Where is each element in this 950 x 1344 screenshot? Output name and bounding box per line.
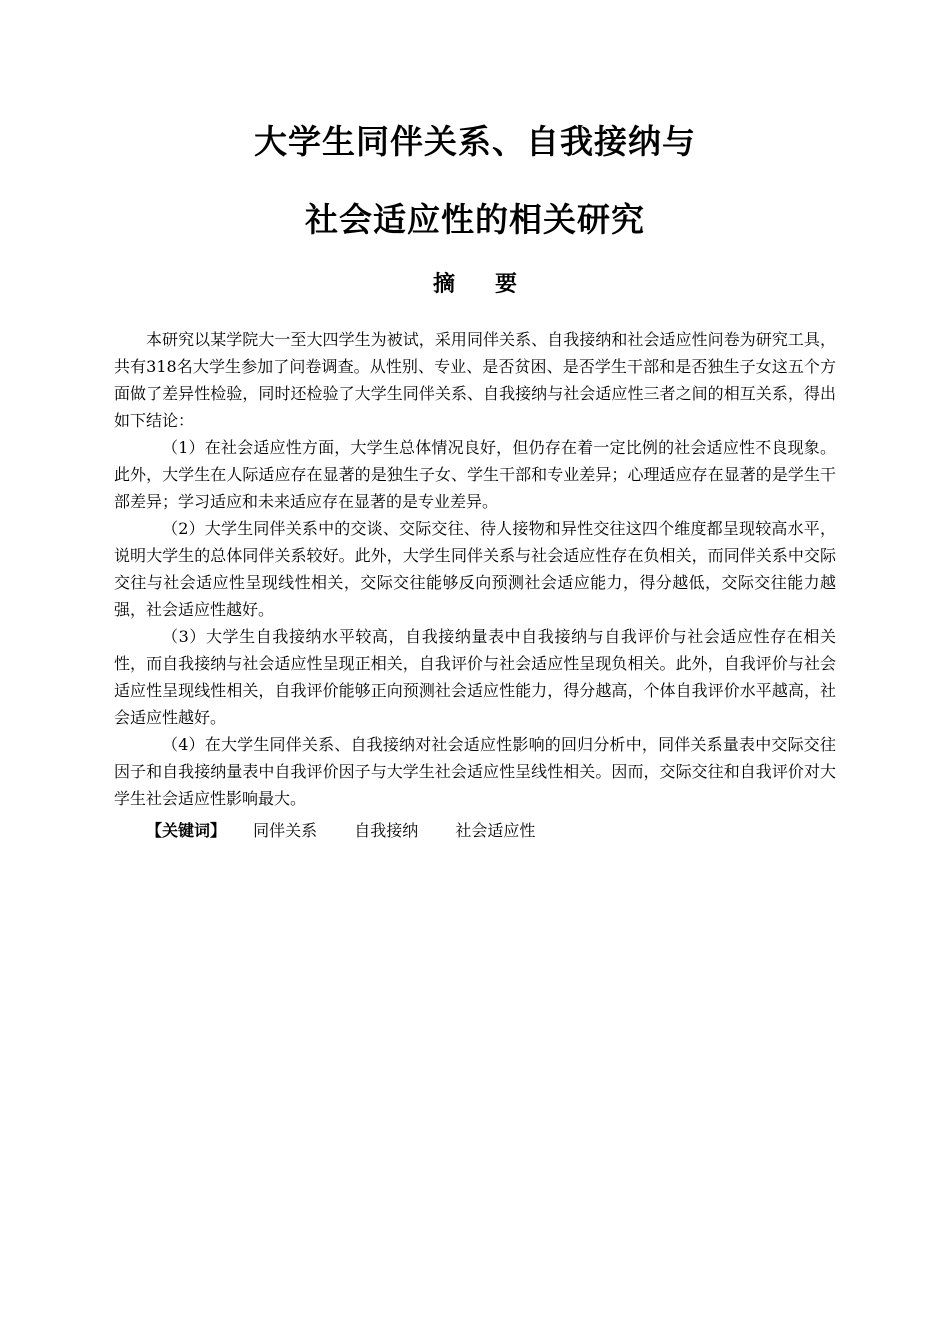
abstract-heading: 摘要 [432,272,557,297]
abstract-body [114,326,836,812]
conclusion-paragraph-4: （4）在大学生同伴关系、自我接纳对社会适应性影响的回归分析中，同伴关系量表中交际交往因子和自我接纳量表中自我评价因子与大学生社会适应性呈线性相关。因而，交际交往和自我评价对大学生社会适应性影响最大。 [114,735,836,808]
abstract-intro-paragraph: 本研究以某学院大一至大四学生为被试，采用同伴关系、自我接纳和社会适应性问卷为研究工具，共有318名大学生参加了问卷调查。从性别、专业、是否贫困、是否学生干部和是否独生子女这五个方面做了差异性检验，同时还检验了大学生同伴关系、自我接纳与社会适应性三者之间的相互关系，得出如下结论： [114,330,836,430]
keyword-item: 同伴关系 [253,821,318,840]
keywords-line [146,817,567,844]
conclusion-paragraph-1: （1）在社会适应性方面，大学生总体情况良好，但仍存在着一定比例的社会适应性不良现象。此外，大学生在人际适应存在显著的是独生子女、学生干部和专业差异；心理适应存在显著的是学生干部差异；学习适应和未来适应存在显著的是专业差异。 [114,438,836,511]
keyword-item: 自我接纳 [354,821,419,840]
keywords-label: 【关键词】 [146,821,227,840]
conclusion-paragraph-3: （3）大学生自我接纳水平较高，自我接纳量表中自我接纳与自我评价与社会适应性存在相关性，而自我接纳与社会适应性呈现正相关，自我评价与社会适应性呈现负相关。此外，自我评价与社会适应性呈现线性相关，自我评价能够正向预测社会适应性能力，得分越高，个体自我评价水平越高，社会适应性越好。 [114,627,836,727]
conclusion-paragraph-2: （2）大学生同伴关系中的交谈、交际交往、待人接物和异性交往这四个维度都呈现较高水平，说明大学生的总体同伴关系较好。此外，大学生同伴关系与社会适应性存在负相关，而同伴关系中交际交往与社会适应性呈现线性相关，交际交往能够反向预测社会适应能力，得分越低，交际交往能力越强，社会适应性越好。 [114,519,836,619]
paper-title-line-1: 大学生同伴关系、自我接纳与 [254,122,696,161]
keyword-item: 社会适应性 [455,821,536,840]
paper-title-line-2: 社会适应性的相关研究 [305,200,645,239]
